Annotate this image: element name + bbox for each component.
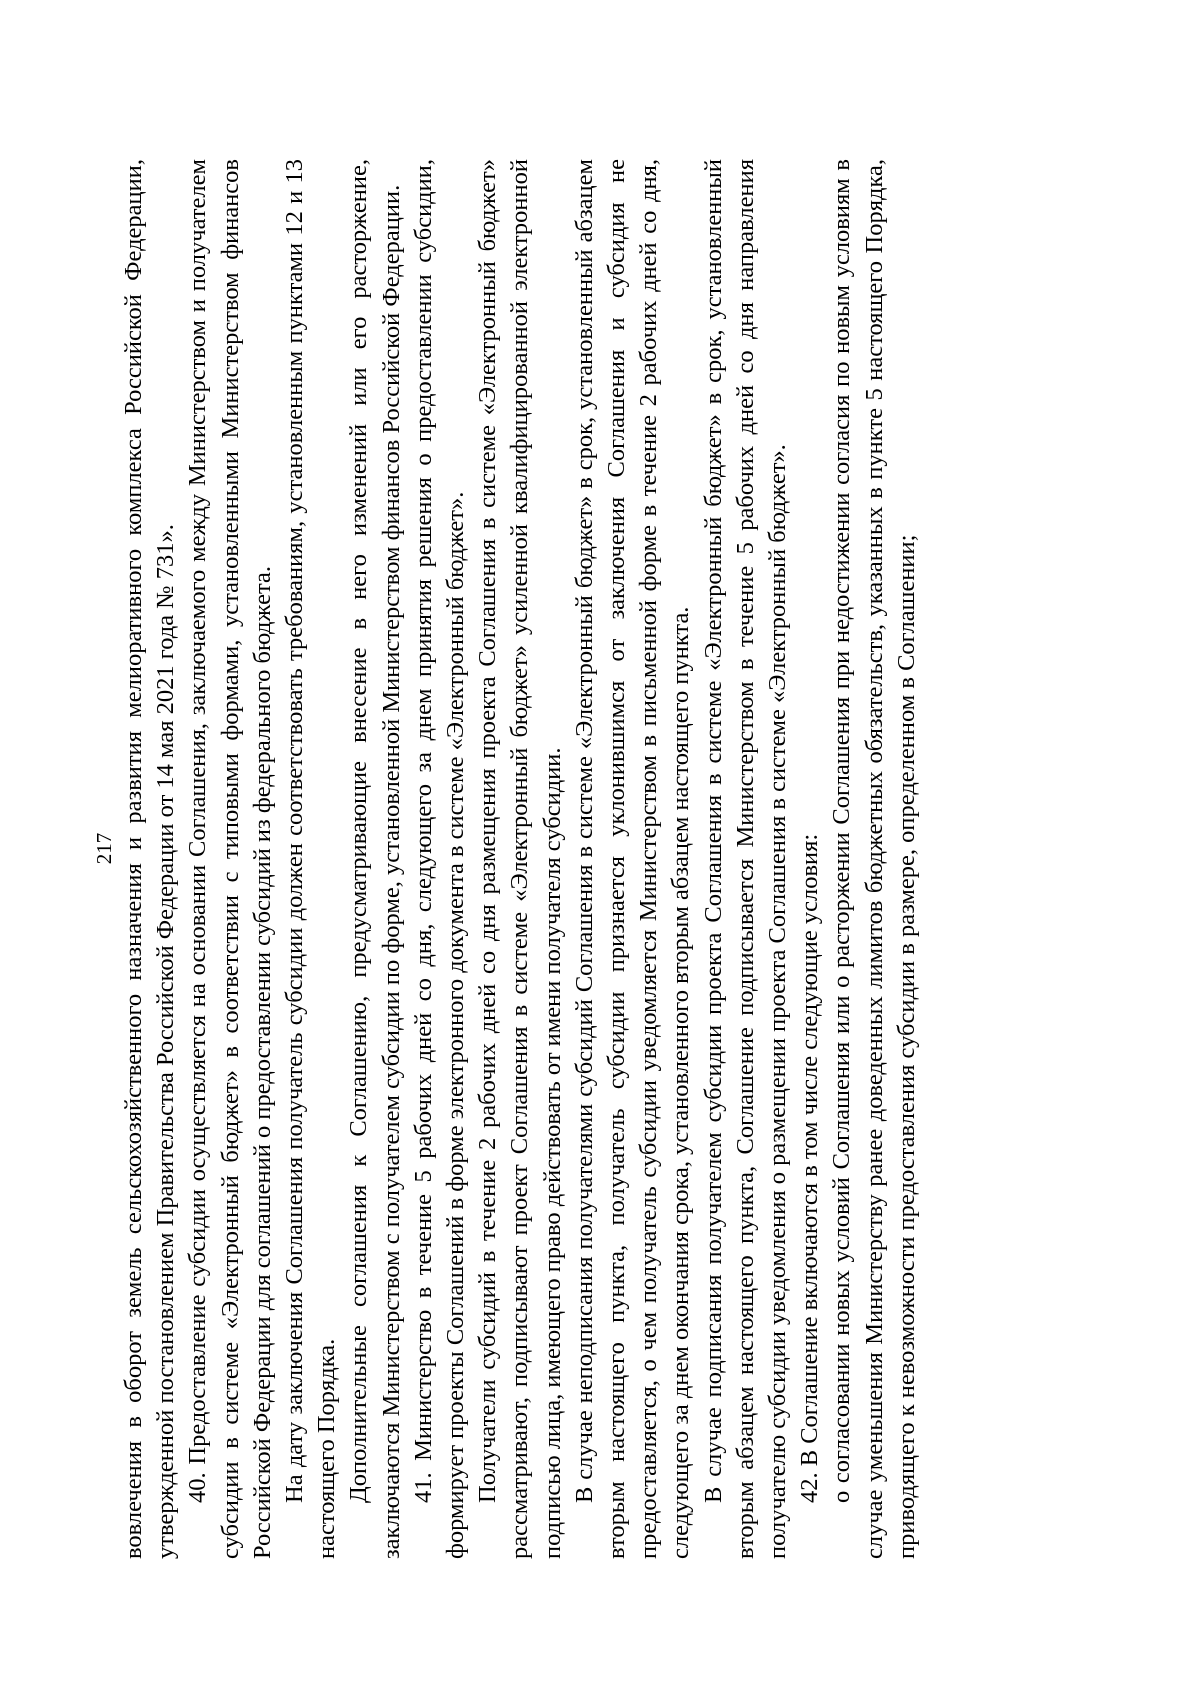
paragraph: В случае неподписания получателями субсидий Соглашения в системе «Электронный бюджет» в срок, установленный абзацем вторым настоящего пункта, получатель субсидии признается уклонившимся от заключения Соглашения и субсидия не предоставляется, о чем получатель субсидии уведомляется Министерством в письменной форме в течение 2 рабочих дней со дня, следующего за днем окончания срока, установленного вторым абзацем настоящего пункта. xyxy=(570,159,695,1559)
paragraph: о согласовании новых условий Соглашения или о расторжении Соглашения при недостижении согласия по новым условиям в случае уменьшения Министерству ранее доведенных лимитов бюджетных обязательств, указанных в пункте 5 настоящего Порядка, приводящего к невозможности предоставления субсидии в размере, определенном в Соглашении; xyxy=(828,159,920,1559)
paragraph: 42. В Соглашение включаются в том числе следующие условия: xyxy=(796,833,824,1503)
paragraph: вовлечения в оборот земель сельскохозяйственного назначения и развития мелиоративного комплекса Российской Федерации, утвержденной постановлением Правительства Российской Федерации от 14 мая 2021 года № 731». xyxy=(120,159,180,1559)
paragraph: На дату заключения Соглашения получатель субсидии должен соответствовать требованиям, установленным пунктами 12 и 13 настоящего Порядка. xyxy=(281,159,341,1559)
paragraph: В случае подписания получателем субсидии проекта Соглашения в системе «Электронный бюджет» в срок, установленный вторым абзацем настоящего пункта, Соглашение подписывается Министерством в течение 5 рабочих дней со дня направления получателю субсидии уведомления о размещении проекта Соглашения в системе «Электронный бюджет». xyxy=(699,159,792,1559)
page-number: 217 xyxy=(92,832,116,865)
paragraph: Получатели субсидий в течение 2 рабочих дней со дня размещения проекта Соглашения в системе «Электронный бюджет» рассматривают, подписывают проект Соглашения в системе «Электронный бюджет» усиленной квалифицированной электронной подписью лица, имеющего право действовать от имени получателя субсидии. xyxy=(474,159,566,1559)
document-body xyxy=(118,159,923,1559)
paragraph: 41. Министерство в течение 5 рабочих дней со дня, следующего за днем принятия решения о предоставлении субсидии, формирует проекты Соглашений в форме электронного документа в системе «Электронный бюджет». xyxy=(409,159,470,1559)
paragraph: Дополнительные соглашения к Соглашению, предусматривающие внесение в него изменений или его расторжение, заключаются Министерством с получателем субсидии по форме, установленной Министерством финансов Российской Федерации. xyxy=(345,159,405,1559)
paragraph: 40. Предоставление субсидии осуществляется на основании Соглашения, заключаемого между Министерством и получателем субсидии в системе «Электронный бюджет» в соответствии с типовыми формами, установленными Министерством финансов Российской Федерации для соглашений о предоставлении субсидий из федерального бюджета. xyxy=(184,159,276,1559)
